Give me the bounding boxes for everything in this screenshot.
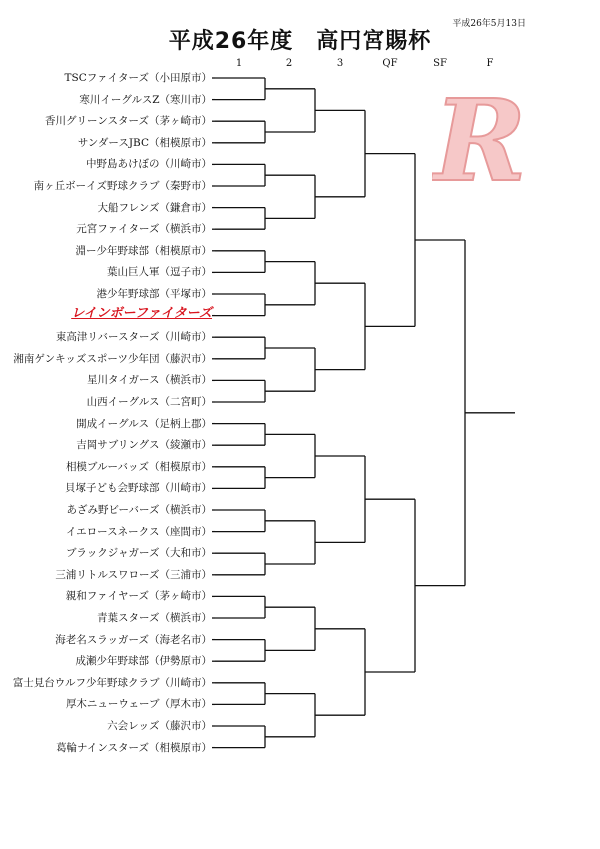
team-entry: 星川タイガース（横浜市）: [87, 374, 212, 387]
round-label-2: 2: [285, 58, 293, 69]
page-title: 平成26年度 高円宮賜杯: [168, 29, 432, 54]
team-entry: 東高津リバースターズ（川崎市）: [55, 331, 212, 344]
team-entry: 六会レッズ（藤沢市）: [107, 720, 212, 732]
team-entry: 海老名スラッガーズ（海老名市）: [55, 633, 212, 646]
team-entry: 相模ブルーバッズ（相模原市）: [65, 460, 212, 473]
team-entry: 山西イーグルス（二宮町）: [86, 396, 212, 408]
team-highlighted: レインボーファイターズ: [71, 305, 212, 321]
team-entry: 淵ー少年野球部（相模原市）: [75, 244, 212, 257]
team-entry: ブラックジャガーズ（大和市）: [65, 547, 212, 560]
team-entry: 南ヶ丘ボーイズ野球クラブ（秦野市）: [33, 180, 212, 192]
team-entry: 三浦リトルスワローズ（三浦市）: [55, 568, 212, 581]
svg-text:R: R: [433, 88, 527, 190]
team-entry: 湘南ゲンキッズスポーツ少年団（藤沢市）: [13, 352, 212, 365]
team-entry: 成瀬少年野球部（伊勢原市）: [75, 655, 212, 668]
round-label-sf: SF: [433, 58, 447, 69]
team-entry: 葉山巨人軍（逗子市）: [107, 266, 212, 279]
date-label: 平成26年5月13日: [452, 19, 526, 29]
team-entry: 大船フレンズ（鎌倉市）: [97, 201, 212, 214]
team-entry: 厚木ニューウェーブ（厚木市）: [65, 698, 212, 711]
team-entry: 港少年野球部（平塚市）: [96, 288, 212, 300]
team-entry: あざみ野ビーバーズ（横浜市）: [66, 504, 212, 516]
round-label-qf: QF: [382, 58, 398, 69]
round-label-1: 1: [235, 58, 243, 69]
team-entry: 富士見台ウルフ少年野球クラブ（川崎市）: [12, 676, 212, 689]
team-entry: 葛輪ナインスターズ（相模原市）: [56, 741, 212, 754]
team-entry: 寒川イーグルスZ（寒川市）: [79, 93, 212, 106]
team-entry: サンダースJBC（相模原市）: [77, 136, 212, 149]
team-entry: 青葉スターズ（横浜市）: [97, 612, 212, 624]
team-entry: イエロースネークス（座間市）: [66, 525, 212, 538]
round-label-3: 3: [336, 58, 344, 69]
team-entry: 香川グリーンスターズ（茅ヶ崎市）: [45, 115, 212, 128]
team-entry: 吉岡サブリングス（綾瀬市）: [76, 439, 212, 452]
team-entry: 親和ファイヤーズ（茅ヶ崎市）: [65, 590, 212, 603]
team-entry: 元宮ファイターズ（横浜市）: [76, 223, 212, 236]
team-entry: 中野島あけぼの（川崎市）: [86, 158, 212, 171]
team-entry: 貝塚子ども会野球部（川崎市）: [65, 482, 212, 495]
round-label-f: F: [486, 58, 494, 69]
team-entry: TSCファイターズ（小田原市）: [64, 72, 212, 84]
team-entry: 開成イーグルス（足柄上郡）: [76, 417, 212, 430]
